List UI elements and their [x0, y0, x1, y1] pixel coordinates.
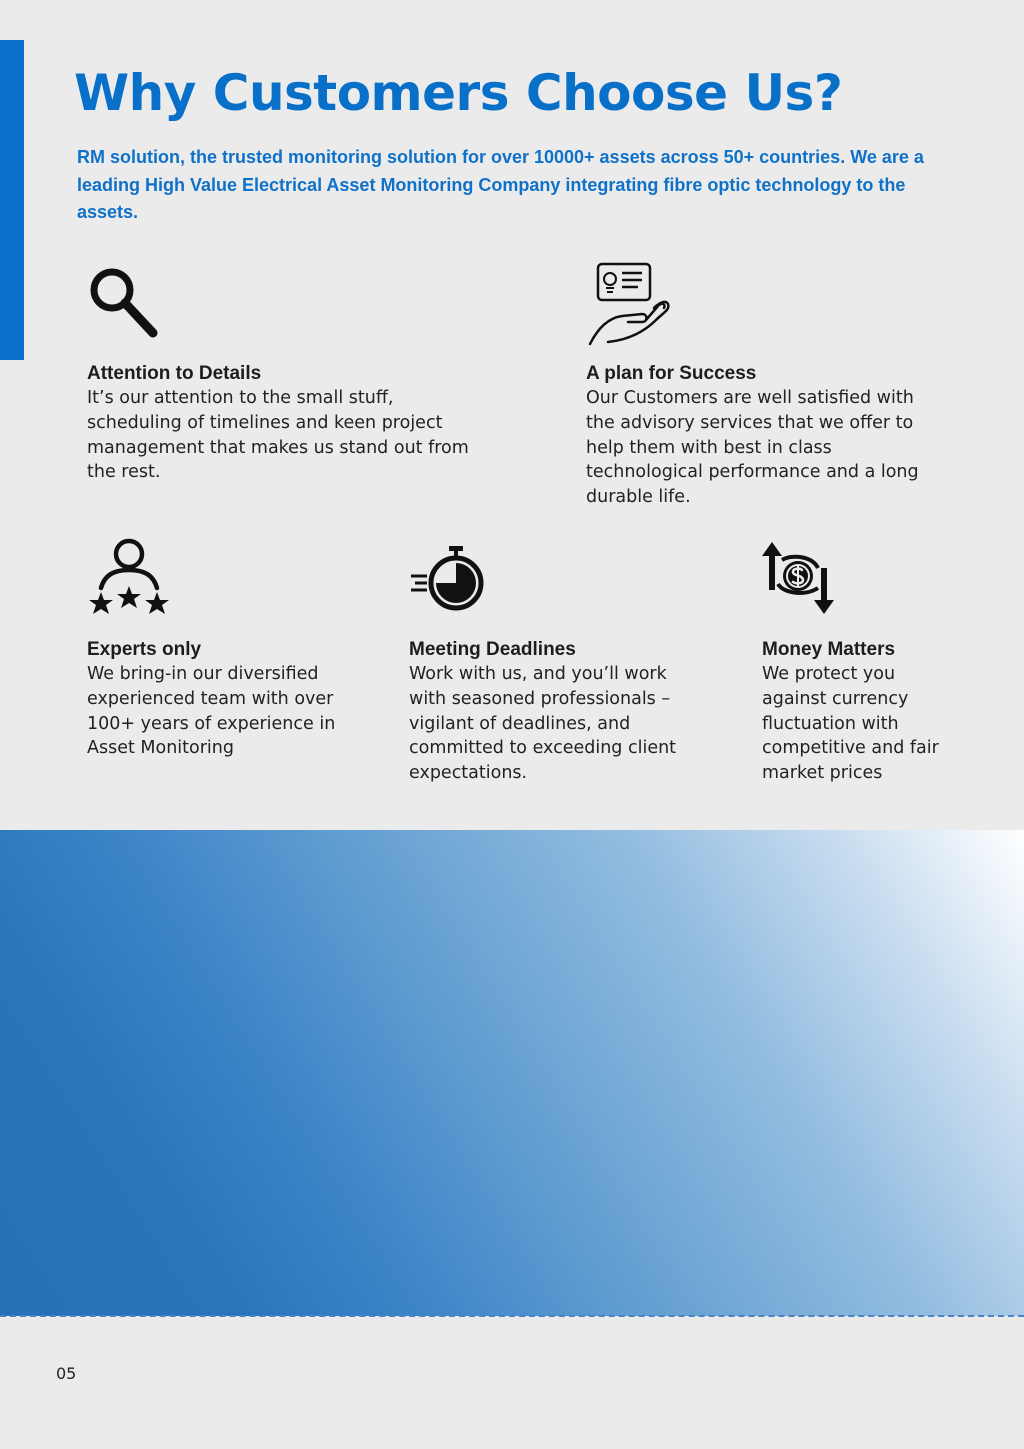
feature-experts-only [87, 538, 357, 761]
feature-title: A plan for Success [586, 363, 757, 384]
feature-title: Experts only [87, 639, 202, 660]
page-number: 05 [56, 1364, 77, 1383]
feature-title: Money Matters [762, 639, 896, 660]
feature-description: We bring-in our diversified experienced team with over 100+ years of experience in Asset Monitoring [87, 664, 336, 759]
feature-title: Meeting Deadlines [409, 639, 576, 660]
money-exchange-icon [762, 538, 842, 618]
gradient-banner [0, 830, 1024, 1316]
feature-meeting-deadlines [409, 538, 709, 786]
dashed-divider [0, 1315, 1024, 1317]
feature-attention-to-details [87, 262, 487, 485]
accent-bar [0, 40, 24, 360]
intro-text: RM solution, the trusted monitoring solution for over 10000+ assets across 50+ countries. We are a leading High Value Electrical Asset Monitoring Company integrating fibre optic technology to the assets. [77, 147, 924, 222]
feature-description: It’s our attention to the small stuff, scheduling of timelines and keen project management that makes us stand out from the rest. [87, 388, 469, 483]
person-stars-icon [87, 538, 177, 623]
feature-description: Our Customers are well satisfied with the advisory services that we offer to help them with best in class technological performance and a long durable life. [586, 388, 919, 508]
feature-description: Work with us, and you’ll work with seasoned professionals – vigilant of deadlines, and committed to exceeding client expectations. [409, 664, 677, 784]
feature-money-matters [762, 538, 962, 786]
page-title: Why Customers Choose Us? [74, 64, 843, 122]
feature-title: Attention to Details [87, 363, 262, 384]
feature-description: We protect you against currency fluctuation with competitive and fair market prices [762, 664, 939, 784]
feature-plan-for-success [586, 262, 946, 510]
stopwatch-icon [409, 538, 489, 618]
magnifier-icon [87, 262, 167, 342]
hand-document-icon [586, 262, 676, 347]
